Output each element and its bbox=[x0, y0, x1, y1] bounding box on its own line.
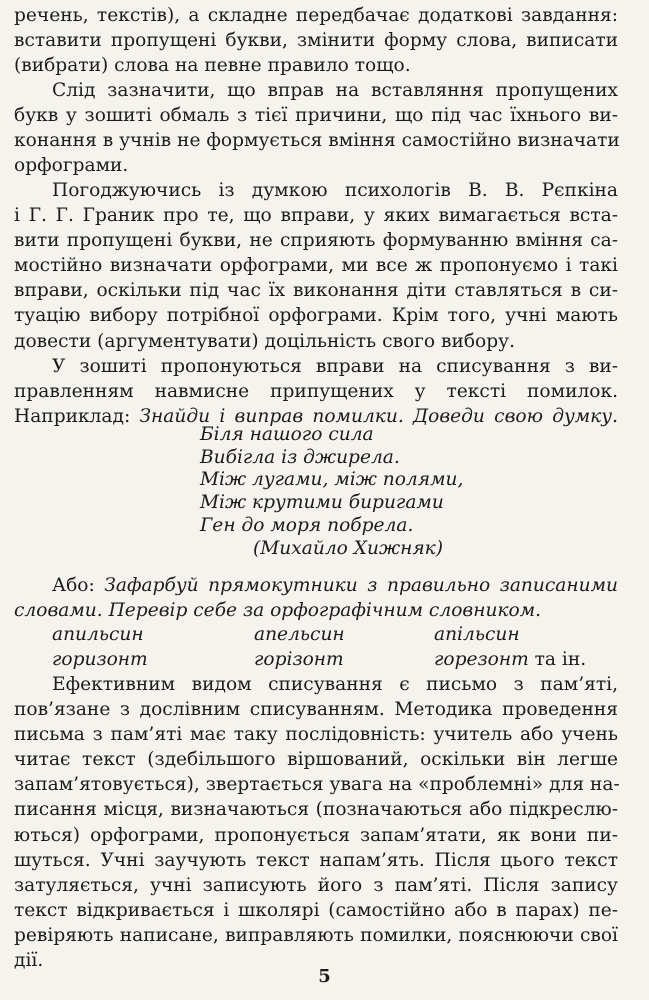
example-label: Наприклад: bbox=[14, 406, 140, 428]
text-line: Погоджуючись із думкою психологів В. В. Рєпкіна bbox=[52, 180, 618, 201]
text-line: писання місця, визначаються (позначаються або підкреслю- bbox=[14, 799, 618, 821]
paragraph-missing-letters bbox=[14, 78, 618, 178]
paragraph-alternative-task bbox=[14, 573, 618, 623]
poem-author: (Михайло Хижняк) bbox=[253, 537, 444, 559]
word-option: апільсин bbox=[434, 624, 520, 645]
word-option: апильсин bbox=[52, 624, 144, 645]
word-option: горизонт bbox=[52, 649, 148, 670]
text-line: текст відкривається і школярі (самостійно або в парах) пе- bbox=[14, 899, 618, 921]
paragraph-psychologists bbox=[14, 178, 618, 354]
text-line: пов’язане з дослівним списуванням. Методика проведення bbox=[14, 699, 618, 721]
text-line: і Г. Г. Граник про те, що вправи, у яких вимагається вста- bbox=[14, 205, 618, 227]
text-line: дії. bbox=[14, 950, 44, 972]
paragraph-copying-exercises bbox=[14, 354, 618, 429]
text-line: У зошиті пропонуються вправи на списування з ви- bbox=[52, 356, 618, 377]
poem-line: Між лугами, між полями, bbox=[200, 469, 464, 491]
text-line: речень, текстів), а складне передбачає додаткові завдання: bbox=[14, 5, 618, 26]
text-line: вставити пропущені букви, змінити форму слова, виписати bbox=[14, 30, 618, 52]
text-line: ються) орфограми, пропонується запам’ятати, як вони пи- bbox=[14, 824, 618, 846]
text-line: орфограми. bbox=[14, 155, 129, 177]
text-line: читає текст (здебільшого віршований, оскільки він легше bbox=[14, 749, 618, 771]
word-choices bbox=[52, 622, 612, 672]
word-row bbox=[52, 647, 612, 672]
poem-line: Між крутими биригами bbox=[200, 492, 444, 514]
text-line: затуляється, учні записують його з пам’яті. Після запису bbox=[14, 874, 618, 896]
poem-line: Вибігла із джирела. bbox=[200, 446, 400, 468]
example-task: Знайди і виправ помилки. Доведи свою думку. bbox=[139, 406, 618, 428]
text-line: письма з пам’яті має таку послідовність: учитель або учень bbox=[14, 724, 618, 746]
word-option: горізонт bbox=[254, 649, 344, 670]
text-line: правленням навмисне припущених у тексті помилок. bbox=[14, 381, 618, 403]
text-line: Ефективним видом списування є письмо з пам’яті, bbox=[52, 674, 618, 695]
text-line bbox=[14, 573, 618, 598]
text-line: туацію вибору потрібної орфограми. Крім того, учні мають bbox=[14, 305, 618, 327]
text-line: довести (аргументувати) доцільність свого вибору. bbox=[14, 330, 516, 352]
alt-task-part2: словами. Перевір себе за орфографічним словником. bbox=[14, 600, 542, 622]
alt-task-part1: Зафарбуй прямокутники з правильно записаними bbox=[104, 575, 618, 596]
text-line: мостійно визначати орфограми, ми все ж пропонуємо і такі bbox=[14, 255, 618, 277]
word-row bbox=[52, 622, 612, 647]
text-line: шуться. Учні заучують текст напам’ять. Після цього текст bbox=[14, 849, 618, 871]
word-option: горезонт та ін. bbox=[434, 649, 587, 670]
words-suffix: та ін. bbox=[534, 649, 587, 670]
text-line: конання в учнів не формується вміння самостійно визначати bbox=[14, 130, 620, 152]
text-line: (вибрати) слова на певне правило тощо. bbox=[14, 55, 411, 77]
poem-line: Біля нашого сила bbox=[200, 424, 374, 445]
paragraph-memory-writing bbox=[14, 672, 618, 973]
poem-line: Ген до моря побрела. bbox=[200, 514, 414, 536]
text-line: букв у зошиті обмаль з тієї причини, що під час їхнього ви- bbox=[14, 105, 618, 127]
text-line: запам’ятовується), звертається увага на «проблемні» для на- bbox=[14, 774, 620, 796]
text-line: Слід зазначити, що вправ на вставляння пропущених bbox=[52, 80, 618, 101]
poem bbox=[200, 424, 464, 560]
alt-label: Або: bbox=[52, 575, 105, 596]
text-line: ревіряють написане, виправляють помилки, пояснюючи свої bbox=[14, 924, 618, 946]
page-number: 5 bbox=[318, 966, 331, 987]
text-line: вправи, оскільки під час їх виконання діти ставляться в си- bbox=[14, 280, 618, 302]
word-option: апельсин bbox=[254, 624, 345, 645]
text-line: вити пропущені букви, не сприяють формуванню вміння са- bbox=[14, 230, 618, 252]
paragraph-intro bbox=[14, 3, 618, 78]
